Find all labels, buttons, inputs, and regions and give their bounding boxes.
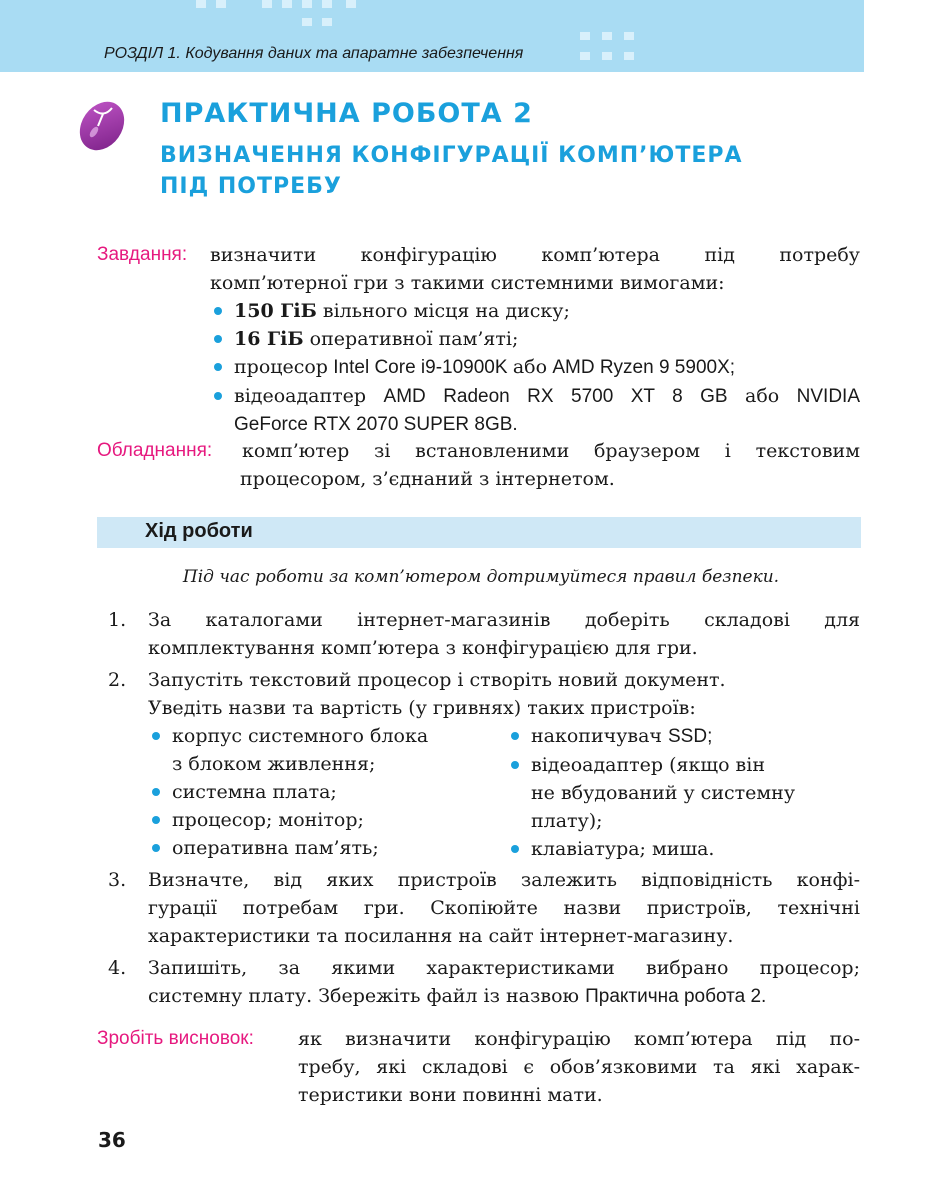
list-item: корпус системного блока bbox=[148, 722, 488, 750]
list-item: накопичувач SSD; bbox=[507, 722, 857, 751]
conclusion-label: Зробіть висновок: bbox=[97, 1028, 254, 1049]
requirement-item: 16 ГіБ оперативної пам’яті; bbox=[210, 325, 860, 353]
step-3: Визначте, від яких пристроїв залежить відповідність конфі- гурації потребам гри. Скопіюйте назви пристроїв, технічні характеристики та посилання на сайт інтернет-магазину. bbox=[148, 869, 860, 947]
practical-work-title: ПРАКТИЧНА РОБОТА 2 bbox=[160, 98, 533, 129]
computer-mouse-icon bbox=[74, 96, 130, 154]
page-number: 36 bbox=[98, 1128, 126, 1152]
step-number: 4. bbox=[108, 957, 127, 979]
devices-list-left bbox=[148, 722, 488, 862]
step-number: 2. bbox=[108, 669, 127, 691]
chapter-title: РОЗДІЛ 1. Кодування даних та апаратне забезпечення bbox=[104, 45, 524, 62]
conclusion-text: як визначити конфігурацію комп’ютера під по- требу, які складові є обов’язковими та які харак- теристики вони повинні мати. bbox=[298, 1028, 860, 1106]
step-4: Запишіть, за якими характеристиками вибрано процесор; системну плату. Збережіть файл із назвою Практична робота 2. bbox=[148, 957, 860, 1007]
equipment-line-1: комп’ютер зі встановленими браузером і текстовим bbox=[242, 440, 860, 462]
equipment-line-2: процесором, з’єднаний з інтернетом. bbox=[240, 468, 615, 490]
requirement-item: процесор Intel Core i9-10900K або AMD Ryzen 9 5900X; bbox=[210, 353, 860, 382]
step-number: 1. bbox=[108, 609, 127, 631]
task-line-2: комп’ютерної гри з такими системними вимогами: bbox=[210, 272, 725, 294]
list-item-continuation: не вбудований у системну bbox=[531, 782, 795, 804]
requirement-item: відеоадаптер AMD Radeon RX 5700 XT 8 GB або NVIDIA GeForce RTX 2070 SUPER 8GB. bbox=[210, 382, 860, 439]
task-line-1: визначити конфігурацію комп’ютера під потребу bbox=[210, 244, 860, 266]
equipment-label: Обладнання: bbox=[97, 440, 213, 461]
list-item: системна плата; bbox=[148, 778, 488, 806]
subtitle-line-2: ПІД ПОТРЕБУ bbox=[160, 174, 342, 199]
task-label: Завдання: bbox=[97, 244, 188, 265]
requirement-item: 150 ГіБ вільного місця на диску; bbox=[210, 297, 860, 325]
subtitle-line-1: ВИЗНАЧЕННЯ КОНФІГУРАЦІЇ КОМП’ЮТЕРА bbox=[160, 143, 743, 168]
list-item: клавіатура; миша. bbox=[507, 835, 857, 863]
requirements-list bbox=[210, 297, 860, 439]
list-item-continuation: плату); bbox=[531, 810, 603, 832]
step-1: За каталогами інтернет-магазинів доберіть складові для комплектування комп’ютера з конфігурацією для гри. bbox=[148, 609, 860, 659]
list-item: процесор; монітор; bbox=[148, 806, 488, 834]
step-2: Запустіть текстовий процесор і створіть новий документ. Уведіть назви та вартість (у гривнях) таких пристроїв: bbox=[148, 669, 726, 719]
safety-note: Під час роботи за комп’ютером дотримуйтеся правил безпеки. bbox=[182, 567, 780, 587]
list-item: відеоадаптер (якщо він bbox=[507, 751, 857, 779]
devices-list-right bbox=[507, 722, 857, 863]
list-item-continuation: з блоком живлення; bbox=[172, 753, 376, 775]
list-item: оперативна пам’ять; bbox=[148, 834, 488, 862]
procedure-heading: Хід роботи bbox=[145, 520, 253, 542]
practical-work-subtitle bbox=[160, 140, 820, 202]
step-number: 3. bbox=[108, 869, 127, 891]
